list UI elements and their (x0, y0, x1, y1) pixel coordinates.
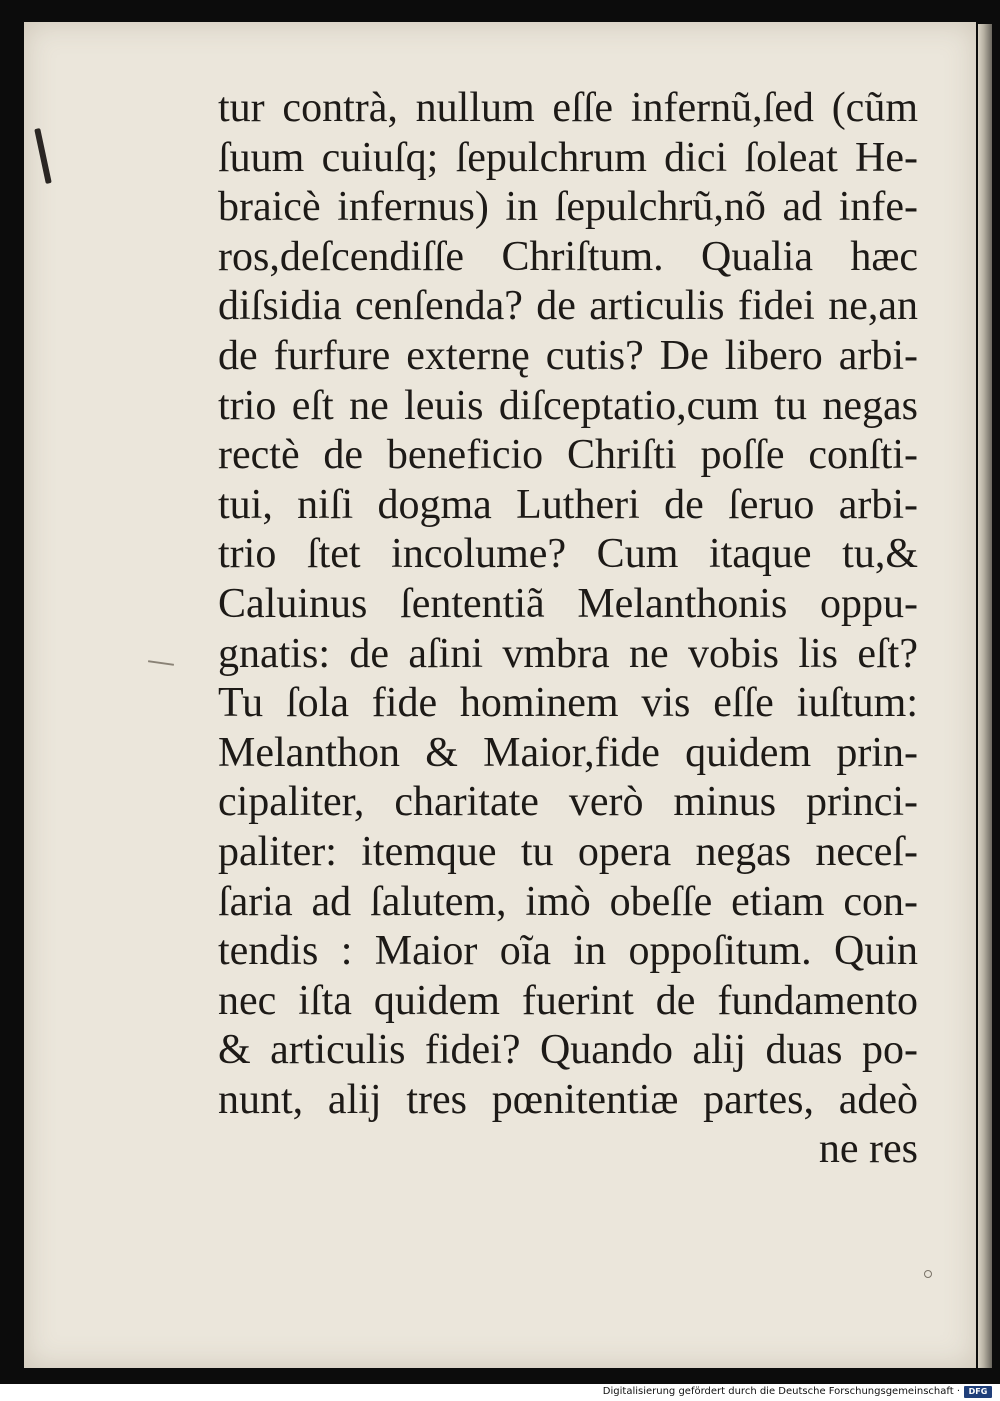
text-block (218, 84, 918, 1175)
text-line: Melanthon & Maior,fide quidem prin- (218, 729, 918, 776)
page-edge (978, 24, 992, 1368)
text-line: cipaliter, charitate verò minus princi- (218, 779, 918, 826)
text-line: nunt, alij tres pœnitentiæ partes, adeò (218, 1076, 918, 1123)
text-line: tur contrà, nullum eſſe infernũ,ſed (cũm (218, 85, 918, 131)
catchword: ne res (818, 1126, 918, 1173)
text-line: paliter: itemque tu opera negas neceſ- (218, 828, 918, 875)
text-line: Caluinus ſententiã Melanthonis oppu- (218, 580, 918, 627)
text-line: ros,deſcendiſſe Chriſtum. Qualia hæc (218, 233, 918, 280)
dfg-logo: DFG (964, 1386, 992, 1398)
text-line: nec iſta quidem fuerint de fundamento (218, 977, 918, 1024)
text-line: trio ſtet incolume? Cum itaque tu,& (218, 531, 918, 578)
footer-bar (0, 1384, 1000, 1401)
page-speck (924, 1270, 932, 1278)
funding-credit: Digitalisierung gefördert durch die Deutsche Forschungsgemeinschaft · (602, 1386, 960, 1397)
text-line: Tu ſola fide hominem vis eſſe iuſtum: (218, 680, 918, 727)
text-line: tui, niſi dogma Lutheri de ſeruo arbi- (218, 481, 918, 528)
text-line: & articulis fidei? Quando alij duas po- (218, 1027, 918, 1074)
text-line: gnatis: de aſini vmbra ne vobis lis eſt? (218, 630, 918, 677)
text-line: ſuum cuiuſq; ſepulchrum dici ſoleat He- (218, 134, 918, 181)
text-line: trio eſt ne leuis diſceptatio,cum tu negas (218, 382, 918, 429)
text-line: diſsidia cenſenda? de articulis fidei ne,an (218, 283, 918, 330)
text-line: rectè de beneficio Chriſti poſſe conſti- (218, 432, 918, 479)
text-line: braicè infernus) in ſepulchrũ,nõ ad infe- (218, 184, 918, 231)
text-line: ſaria ad ſalutem, imò obeſſe etiam con- (218, 878, 918, 925)
text-line: de furfure externę cutis? De libero arbi- (218, 332, 918, 379)
text-line: tendis : Maior oĩa in oppoſitum. Quin (218, 928, 918, 975)
